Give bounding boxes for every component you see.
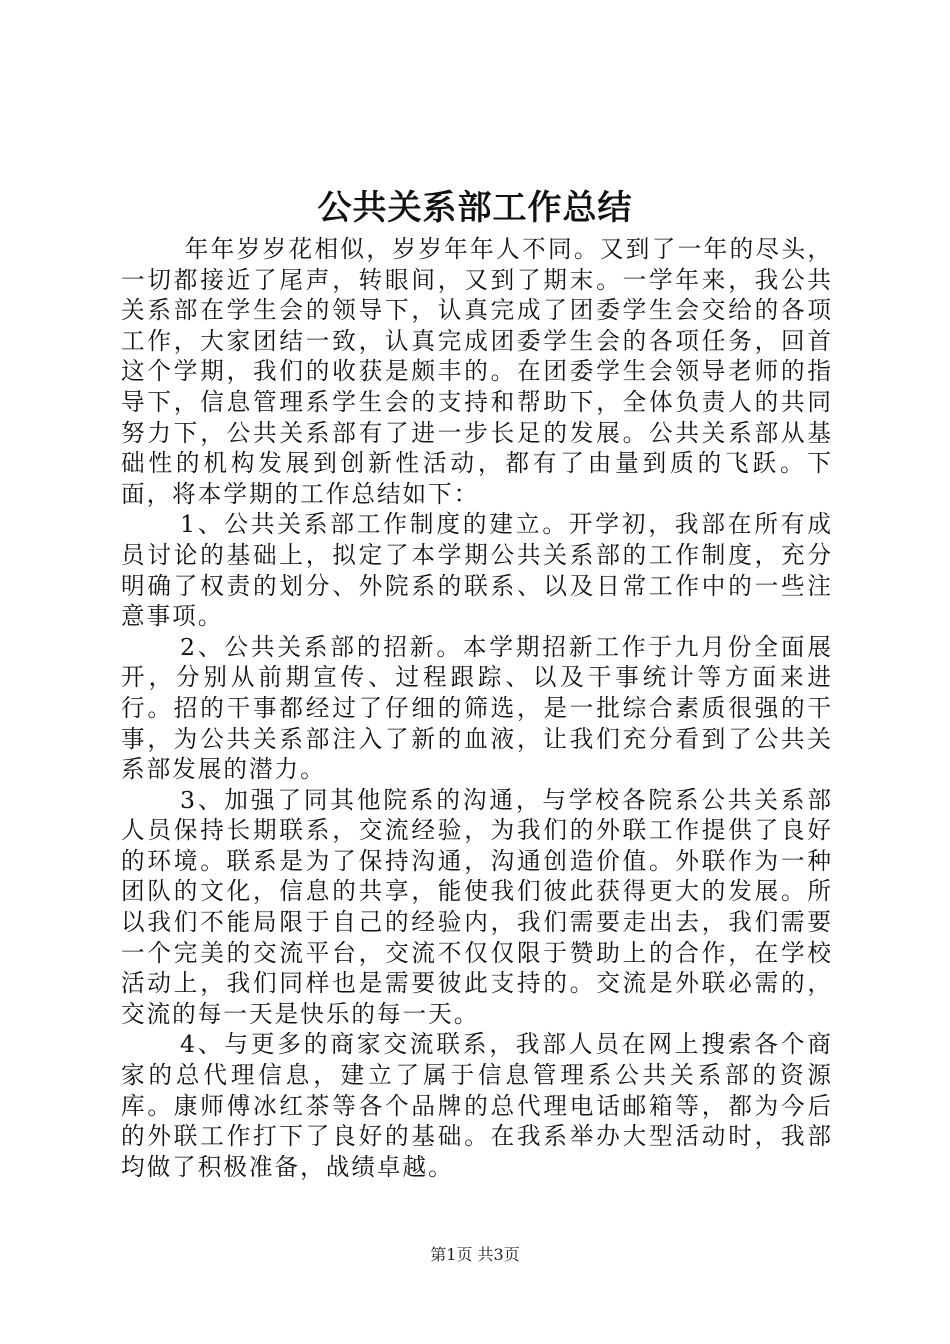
page-footer: 第1页 共3页	[430, 1245, 520, 1264]
paragraph-item-1: 1、公共关系部工作制度的建立。开学初，我部在所有成员讨论的基础上，拟定了本学期公共关系部的工作制度，充分明确了权责的划分、外院系的联系、以及日常工作中的一些注意事项。	[121, 510, 833, 631]
paragraph-item-2: 2、公共关系部的招新。本学期招新工作于九月份全面展开，分别从前期宣传、过程跟踪、以及干事统计等方面来进行。招的干事都经过了仔细的筛选，是一批综合素质很强的干事，为公共关系部注入了新的血液，让我们充分看到了公共关系部发展的潜力。	[121, 632, 833, 784]
paragraph-item-3: 3、加强了同其他院系的沟通，与学校各院系公共关系部人员保持长期联系，交流经验，为我们的外联工作提供了良好的环境。联系是为了保持沟通，沟通创造价值。外联作为一种团队的文化，信息的共享，能使我们彼此获得更大的发展。所以我们不能局限于自己的经验内，我们需要走出去，我们需要一个完美的交流平台，交流不仅仅限于赞助上的合作，在学校活动上，我们同样也是需要彼此支持的。交流是外联必需的，交流的每一天是快乐的每一天。	[121, 785, 833, 1028]
document-body	[121, 234, 833, 1182]
paragraph-item-4: 4、与更多的商家交流联系，我部人员在网上搜索各个商家的总代理信息，建立了属于信息管理系公共关系部的资源库。康师傅冰红茶等各个品牌的总代理电话邮箱等，都为今后的外联工作打下了良好的基础。在我系举办大型活动时，我部均做了积极准备，战绩卓越。	[121, 1030, 833, 1181]
paragraph-intro: 年年岁岁花相似，岁岁年年人不同。又到了一年的尽头，一切都接近了尾声，转眼间，又到了期末。一学年来，我公共关系部在学生会的领导下，认真完成了团委学生会交给的各项工作，大家团结一致，认真完成团委学生会的各项任务，回首这个学期，我们的收获是颇丰的。在团委学生会领导老师的指导下，信息管理系学生会的支持和帮助下，全体负责人的共同努力下，公共关系部有了进一步长足的发展。公共关系部从基础性的机构发展到创新性活动，都有了由量到质的飞跃。下面，将本学期的工作总结如下：	[121, 235, 833, 508]
document-title: 公共关系部工作总结	[317, 188, 633, 228]
